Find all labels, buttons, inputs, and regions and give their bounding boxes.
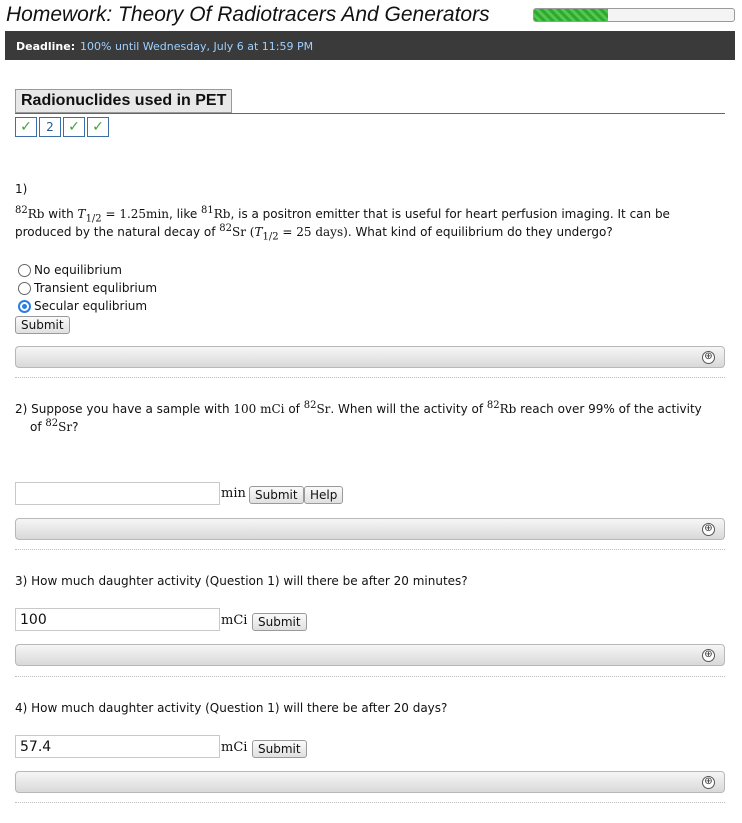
question-4-text: 4) How much daughter activity (Question 1) will there be after 20 days? <box>15 701 448 715</box>
question-2-line-2: of $^{82}$Sr? <box>30 418 79 434</box>
option-label: Transient equlibrium <box>34 281 158 295</box>
status-box-1[interactable]: ✓ <box>15 117 37 137</box>
question-1-hint-bar[interactable] <box>15 346 725 368</box>
question-3-unit: mCi <box>221 613 248 628</box>
status-box-3[interactable]: ✓ <box>63 117 85 137</box>
expand-plus-icon[interactable]: ⊕ <box>702 351 715 364</box>
question-divider <box>15 377 725 378</box>
radio-button[interactable] <box>18 282 31 295</box>
option-label: No equilibrium <box>34 263 122 277</box>
option-label: Secular equlibrium <box>34 299 148 313</box>
question-2-unit: min <box>221 486 246 501</box>
question-4-hint-bar[interactable] <box>15 771 725 793</box>
option-no-equilibrium[interactable] <box>18 263 122 277</box>
radio-button[interactable] <box>18 264 31 277</box>
question-1-line-2: produced by the natural decay of $^{82}$Sr ($T_{1/2} = 25$ days). What kind of equilibrium do they undergo? <box>15 223 613 243</box>
question-2-line-1: 2) Suppose you have a sample with 100 mCi of $^{82}$Sr. When will the activity of $^{82}$Rb reach over 99% of the activity <box>15 400 702 416</box>
question-3-answer-input[interactable]: 100 <box>15 608 220 631</box>
question-2-submit-button[interactable]: Submit <box>249 486 304 504</box>
option-transient-equilibrium[interactable] <box>18 281 157 295</box>
deadline-label: Deadline: <box>16 40 76 53</box>
problem-set-divider <box>15 113 725 114</box>
deadline-text: 100% until Wednesday, July 6 at 11:59 PM <box>80 40 314 53</box>
question-divider <box>15 549 725 550</box>
question-2-hint-bar[interactable] <box>15 518 725 540</box>
deadline-bar <box>5 31 735 60</box>
radio-button-selected[interactable] <box>18 300 31 313</box>
progress-bar <box>533 8 735 22</box>
question-3-submit-button[interactable]: Submit <box>252 613 307 631</box>
problem-set-title: Radionuclides used in PET <box>15 89 232 113</box>
question-divider <box>15 802 725 803</box>
question-3-text: 3) How much daughter activity (Question 1) will there be after 20 minutes? <box>15 574 468 588</box>
question-4-submit-button[interactable]: Submit <box>252 740 307 758</box>
expand-plus-icon[interactable]: ⊕ <box>702 776 715 789</box>
progress-bar-fill <box>534 9 608 21</box>
question-2-text <box>15 400 725 436</box>
question-divider <box>15 676 725 677</box>
question-1-submit-button[interactable]: Submit <box>15 316 70 334</box>
page-title: Homework: Theory Of Radiotracers And Generators <box>6 3 490 26</box>
status-box-4[interactable]: ✓ <box>87 117 109 137</box>
problem-status-boxes <box>15 117 111 137</box>
question-4-unit: mCi <box>221 740 248 755</box>
question-1-text <box>15 205 725 241</box>
status-box-2[interactable]: 2 <box>39 117 61 137</box>
question-4-answer-input[interactable]: 57.4 <box>15 735 220 758</box>
option-secular-equilibrium[interactable] <box>18 299 147 313</box>
question-2-answer-input[interactable] <box>15 482 220 505</box>
question-1-number: 1) <box>15 182 28 196</box>
question-2-help-button[interactable]: Help <box>304 486 343 504</box>
expand-plus-icon[interactable]: ⊕ <box>702 523 715 536</box>
question-3-hint-bar[interactable] <box>15 644 725 666</box>
question-1-line-1: $^{82}$Rb with $T_{1/2} = 1.25\min$, like $^{81}$Rb, is a positron emitter that is useful for heart perfusion imaging. It can be <box>15 205 670 225</box>
expand-plus-icon[interactable]: ⊕ <box>702 649 715 662</box>
